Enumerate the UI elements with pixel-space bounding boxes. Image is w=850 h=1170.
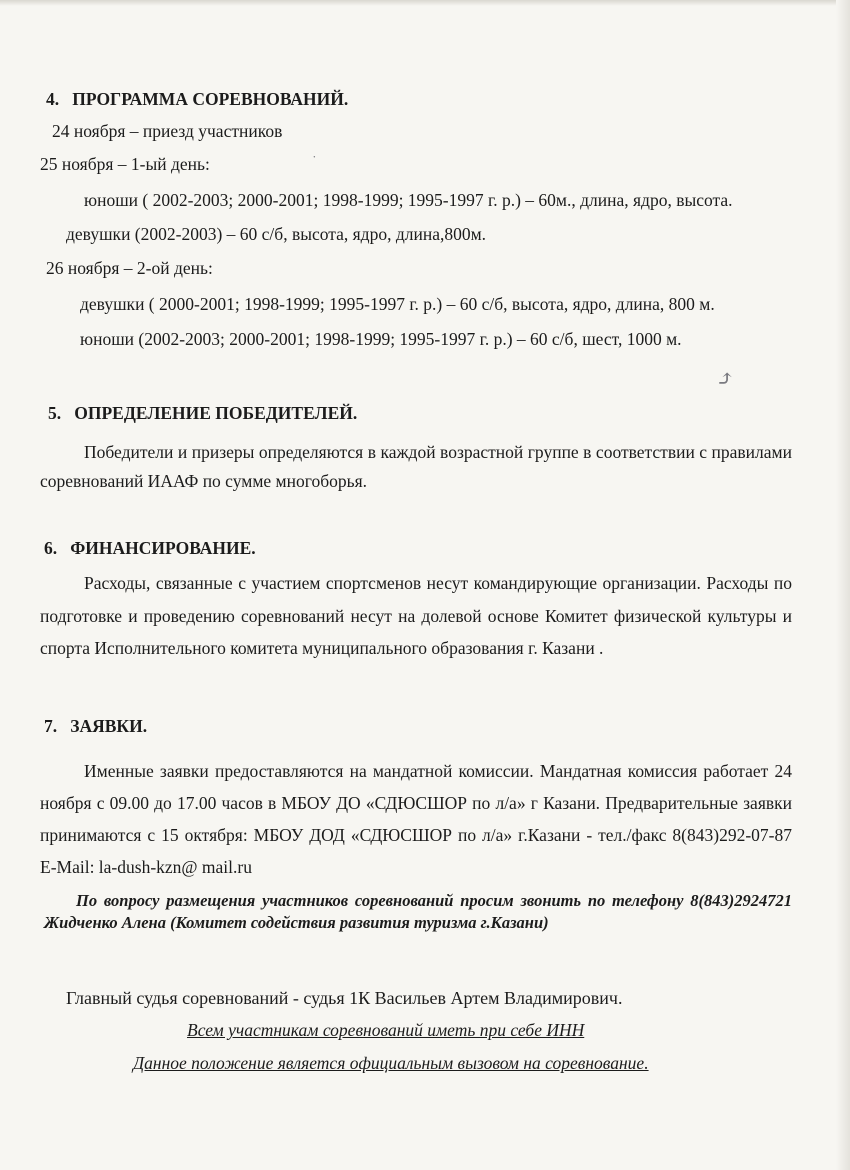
inn-note: Всем участникам соревнований иметь при себе ИНН — [187, 1020, 585, 1040]
section7-title: ЗАЯВКИ. — [70, 716, 148, 736]
day2-girls: девушки ( 2000-2001; 1998-1999; 1995-1997 г. р.) – 60 с/б, высота, ядро, длина, 800 м. — [80, 294, 715, 314]
day2-boys: юноши (2002-2003; 2000-2001; 1998-1999; 1995-1997 г. р.) – 60 с/б, шест, 1000 м. — [80, 329, 682, 349]
section5-number: 5. — [48, 403, 62, 423]
day1-title: 25 ноября – 1-ый день: — [40, 154, 210, 174]
section7-heading — [44, 714, 147, 738]
section5-text: Победители и призеры определяются в каждой возрастной группе в соответствии с правилами соревнований ИААФ по сумме многоборья. — [40, 442, 792, 491]
section6-text: Расходы, связанные с участием спортсменов несут командирующие организации. Расходы по подготовке и проведению соревнований несут на долевой основе Комитет физической культуры и спорта Исполнительного комитета муниципального образования г. Казани . — [40, 573, 792, 658]
section6-heading — [44, 536, 256, 560]
accommodation-note: По вопросу размещения участников соревнований просим звонить по телефону 8(843)2924721 Жидченко Алена (Комитет содействия развития туризма г.Казани) — [44, 891, 792, 932]
day1-boys: юноши ( 2002-2003; 2000-2001; 1998-1999; 1995-1997 г. р.) – 60м., длина, ядро, высота. — [84, 190, 733, 210]
day1-girls: девушки (2002-2003) – 60 с/б, высота, ядро, длина,800м. — [66, 224, 487, 244]
scan-edge-right — [836, 0, 850, 1170]
section5-heading — [48, 401, 357, 425]
scan-speck: ˙ — [312, 154, 317, 169]
section7-number: 7. — [44, 716, 58, 736]
section4-title: ПРОГРАММА СОРЕВНОВАНИЙ. — [72, 89, 349, 109]
day2-title: 26 ноября – 2-ой день: — [46, 258, 213, 278]
pen-mark: ⤴ — [716, 366, 735, 391]
section7-text: Именные заявки предоставляются на мандатной комиссии. Мандатная комиссия работает 24 ноября с 09.00 до 17.00 часов в МБОУ ДО «СДЮСШОР по л/а» г Казани. Предварительные заявки принимаются с 15 октября: МБОУ ДОД «СДЮСШОР по л/а» г.Казани - тел./факс 8(843)292-07-87 E-Mail: la-dush-kzn@ mail.ru — [40, 761, 792, 877]
section6-number: 6. — [44, 538, 58, 558]
section4-heading — [46, 87, 348, 111]
section4-number: 4. — [46, 89, 60, 109]
section5-title: ОПРЕДЕЛЕНИЕ ПОБЕДИТЕЛЕЙ. — [74, 403, 358, 423]
section6-title: ФИНАНСИРОВАНИЕ. — [70, 538, 256, 558]
scan-edge-top — [0, 0, 850, 6]
official-note: Данное положение является официальным вызовом на соревнование. — [133, 1053, 649, 1073]
chief-judge: Главный судья соревнований - судья 1К Васильев Артем Владимирович. — [66, 988, 623, 1008]
arrival-line: 24 ноября – приезд участников — [52, 121, 283, 141]
